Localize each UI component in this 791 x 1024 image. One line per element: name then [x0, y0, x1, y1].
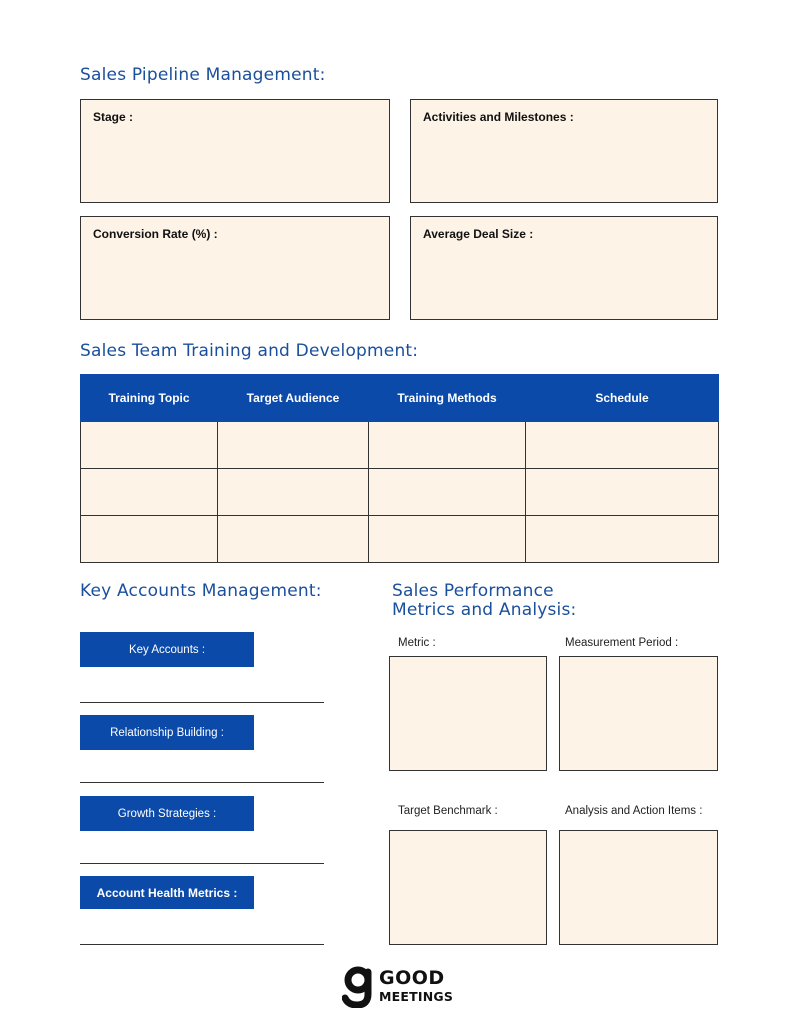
col-training-methods: Training Methods — [369, 375, 526, 422]
table-cell[interactable] — [526, 469, 719, 516]
measurement-period-box[interactable] — [559, 656, 718, 771]
logo-text-meetings: MEETINGS — [379, 989, 454, 1004]
table-cell[interactable] — [526, 516, 719, 563]
table-cell[interactable] — [218, 516, 369, 563]
stage-label: Stage : — [93, 110, 134, 124]
accounts-heading: Key Accounts Management: — [80, 581, 322, 601]
table-cell[interactable] — [81, 422, 218, 469]
metrics-heading-line1: Sales Performance — [392, 581, 554, 601]
logo-g-icon — [342, 966, 376, 1008]
table-cell[interactable] — [218, 422, 369, 469]
account-health-metrics-line[interactable] — [80, 944, 324, 945]
average-deal-size-label: Average Deal Size : — [423, 227, 534, 241]
activities-label: Activities and Milestones : — [423, 110, 574, 124]
growth-strategies-label: Growth Strategies : — [80, 796, 254, 831]
table-cell[interactable] — [369, 516, 526, 563]
col-target-audience: Target Audience — [218, 375, 369, 422]
measurement-period-label: Measurement Period : — [565, 637, 679, 649]
logo-text-good: GOOD — [379, 967, 445, 989]
training-heading: Sales Team Training and Development: — [80, 341, 419, 361]
account-health-metrics-label: Account Health Metrics : — [80, 876, 254, 909]
table-cell[interactable] — [369, 469, 526, 516]
training-table — [80, 374, 719, 563]
table-row — [81, 516, 719, 563]
target-benchmark-box[interactable] — [389, 830, 547, 945]
target-benchmark-label: Target Benchmark : — [398, 805, 498, 817]
table-header-row — [81, 375, 719, 422]
metric-label: Metric : — [398, 637, 436, 649]
table-cell[interactable] — [81, 469, 218, 516]
col-training-topic: Training Topic — [81, 375, 218, 422]
metric-box[interactable] — [389, 656, 547, 771]
table-cell[interactable] — [218, 469, 369, 516]
relationship-building-line[interactable] — [80, 782, 324, 783]
growth-strategies-line[interactable] — [80, 863, 324, 864]
good-meetings-logo — [342, 966, 457, 1008]
average-deal-size-box[interactable] — [410, 216, 718, 320]
analysis-action-items-box[interactable] — [559, 830, 718, 945]
table-cell[interactable] — [81, 516, 218, 563]
key-accounts-line[interactable] — [80, 702, 324, 703]
table-cell[interactable] — [369, 422, 526, 469]
table-row — [81, 422, 719, 469]
relationship-building-label: Relationship Building : — [80, 715, 254, 750]
col-schedule: Schedule — [526, 375, 719, 422]
analysis-action-items-label: Analysis and Action Items : — [565, 805, 703, 817]
table-cell[interactable] — [526, 422, 719, 469]
metrics-heading-line2: Metrics and Analysis: — [392, 600, 577, 620]
stage-box[interactable] — [80, 99, 390, 203]
activities-box[interactable] — [410, 99, 718, 203]
conversion-rate-label: Conversion Rate (%) : — [93, 227, 218, 241]
table-row — [81, 469, 719, 516]
pipeline-heading: Sales Pipeline Management: — [80, 65, 326, 85]
conversion-rate-box[interactable] — [80, 216, 390, 320]
key-accounts-label: Key Accounts : — [80, 632, 254, 667]
